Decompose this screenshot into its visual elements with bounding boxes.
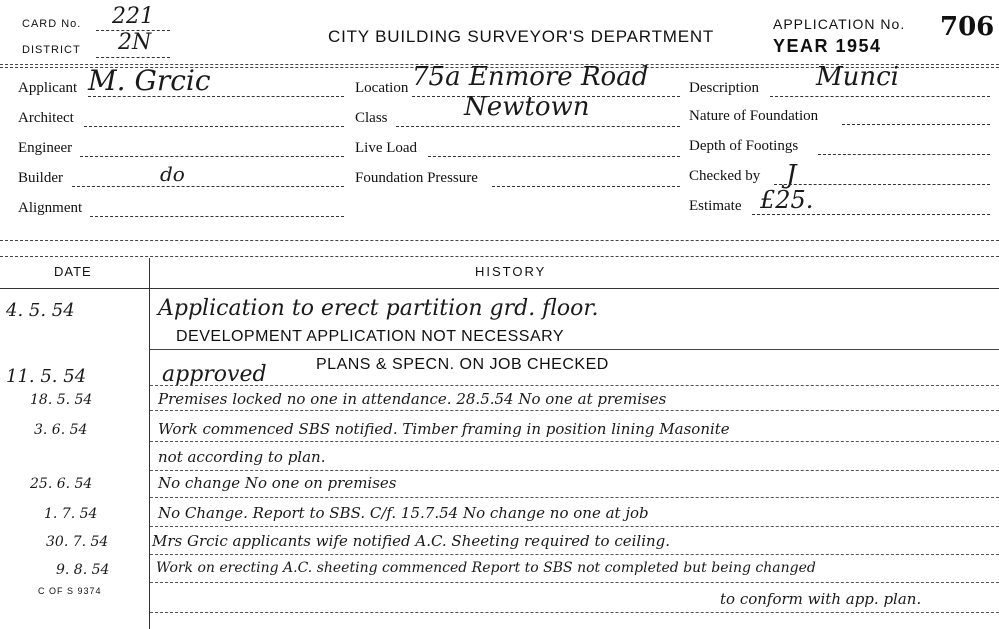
plans-stamp: PLANS & SPECN. ON JOB CHECKED [316,356,609,373]
builder-label: Builder [18,170,63,186]
row-rule [150,385,999,386]
description-label: Description [689,80,759,96]
district-label: DISTRICT [22,44,81,56]
history-date: 9. 8. 54 [56,562,110,578]
row-rule [150,410,999,411]
estimate-label: Estimate [689,198,742,214]
architect-label: Architect [18,110,74,126]
history-rule-top [0,240,999,241]
history-entry: Work commenced SBS notified. Timber framing in position lining Masonite [158,420,730,438]
applicant-label: Applicant [18,80,78,96]
history-entry: Premises locked no one in attendance. 28.5.54 No one at premises [158,390,667,408]
history-date: 18. 5. 54 [30,392,93,408]
alignment-label: Alignment [18,200,83,216]
description-line [770,96,990,97]
history-entry: not according to plan. [158,448,326,466]
history-date: 30. 7. 54 [46,534,109,550]
application-no-value: 706 [940,12,995,42]
foundation-pressure-label: Foundation Pressure [355,170,478,186]
live-load-line [428,156,680,157]
location-label: Location [355,80,409,96]
engineer-label: Engineer [18,140,73,156]
class-label: Class [355,110,388,126]
engineer-line [80,156,344,157]
development-stamp: DEVELOPMENT APPLICATION NOT NECESSARY [176,328,565,345]
class-value: Newtown [464,92,590,122]
history-entry: Application to erect partition grd. floor. [158,296,599,321]
history-rule-mid [0,256,999,257]
checked-by-label: Checked by [689,168,761,184]
row-rule [150,554,999,555]
depth-of-footings-line [818,154,990,155]
history-date: 4. 5. 54 [6,300,75,321]
history-date: 3. 6. 54 [34,422,88,438]
card-no-label: CARD No. [22,18,82,30]
alignment-line [90,216,344,217]
applicant-value: M. Grcic [88,64,211,97]
date-column-header: DATE [54,264,92,279]
row-rule [150,470,999,471]
location-value: 75a Enmore Road [412,62,649,92]
history-entry: Work on erecting A.C. sheeting commenced Report to SBS not completed but being changed [156,560,816,576]
history-entry: Mrs Grcic applicants wife notified A.C. Sheeting required to ceiling. [152,532,671,550]
row-rule [150,526,999,527]
history-date: 1. 7. 54 [44,506,98,522]
history-column-header: HISTORY [475,264,547,279]
row-rule [150,441,999,442]
checked-by-value: J [786,160,797,190]
architect-line [84,126,344,127]
depth-of-footings-label: Depth of Footings [689,138,799,154]
history-entry: No change No one on premises [158,474,397,492]
history-entry: No Change. Report to SBS. C/f. 15.7.54 No change no one at job [158,504,649,522]
estimate-value: £25. [760,186,814,214]
applicant-line [88,96,344,97]
form-code: C OF S 9374 [38,586,102,596]
history-entry: to conform with app. plan. [720,590,922,608]
row-rule [150,612,999,613]
builder-value: do [160,162,185,186]
history-date: 11. 5. 54 [6,366,87,387]
foundation-pressure-line [492,186,680,187]
nature-of-foundation-label: Nature of Foundation [689,108,819,124]
checked-by-line [774,184,990,185]
nature-of-foundation-line [842,124,990,125]
live-load-label: Live Load [355,140,418,156]
date-column-divider [149,258,150,629]
estimate-line [752,214,990,215]
history-date: 25. 6. 54 [30,476,93,492]
year-label: YEAR 1954 [773,36,882,56]
department-title: CITY BUILDING SURVEYOR'S DEPARTMENT [328,27,715,46]
history-entry: approved [162,362,267,387]
row-rule [150,497,999,498]
description-value: Munci [816,62,899,92]
class-line [396,126,680,127]
district-value: 2N [118,30,152,55]
row-rule [150,349,999,350]
application-no-label: APPLICATION No. [773,16,906,32]
district-line [96,57,170,58]
builder-line [72,186,344,187]
row-rule [150,582,999,583]
card-no-value: 221 [112,4,154,29]
